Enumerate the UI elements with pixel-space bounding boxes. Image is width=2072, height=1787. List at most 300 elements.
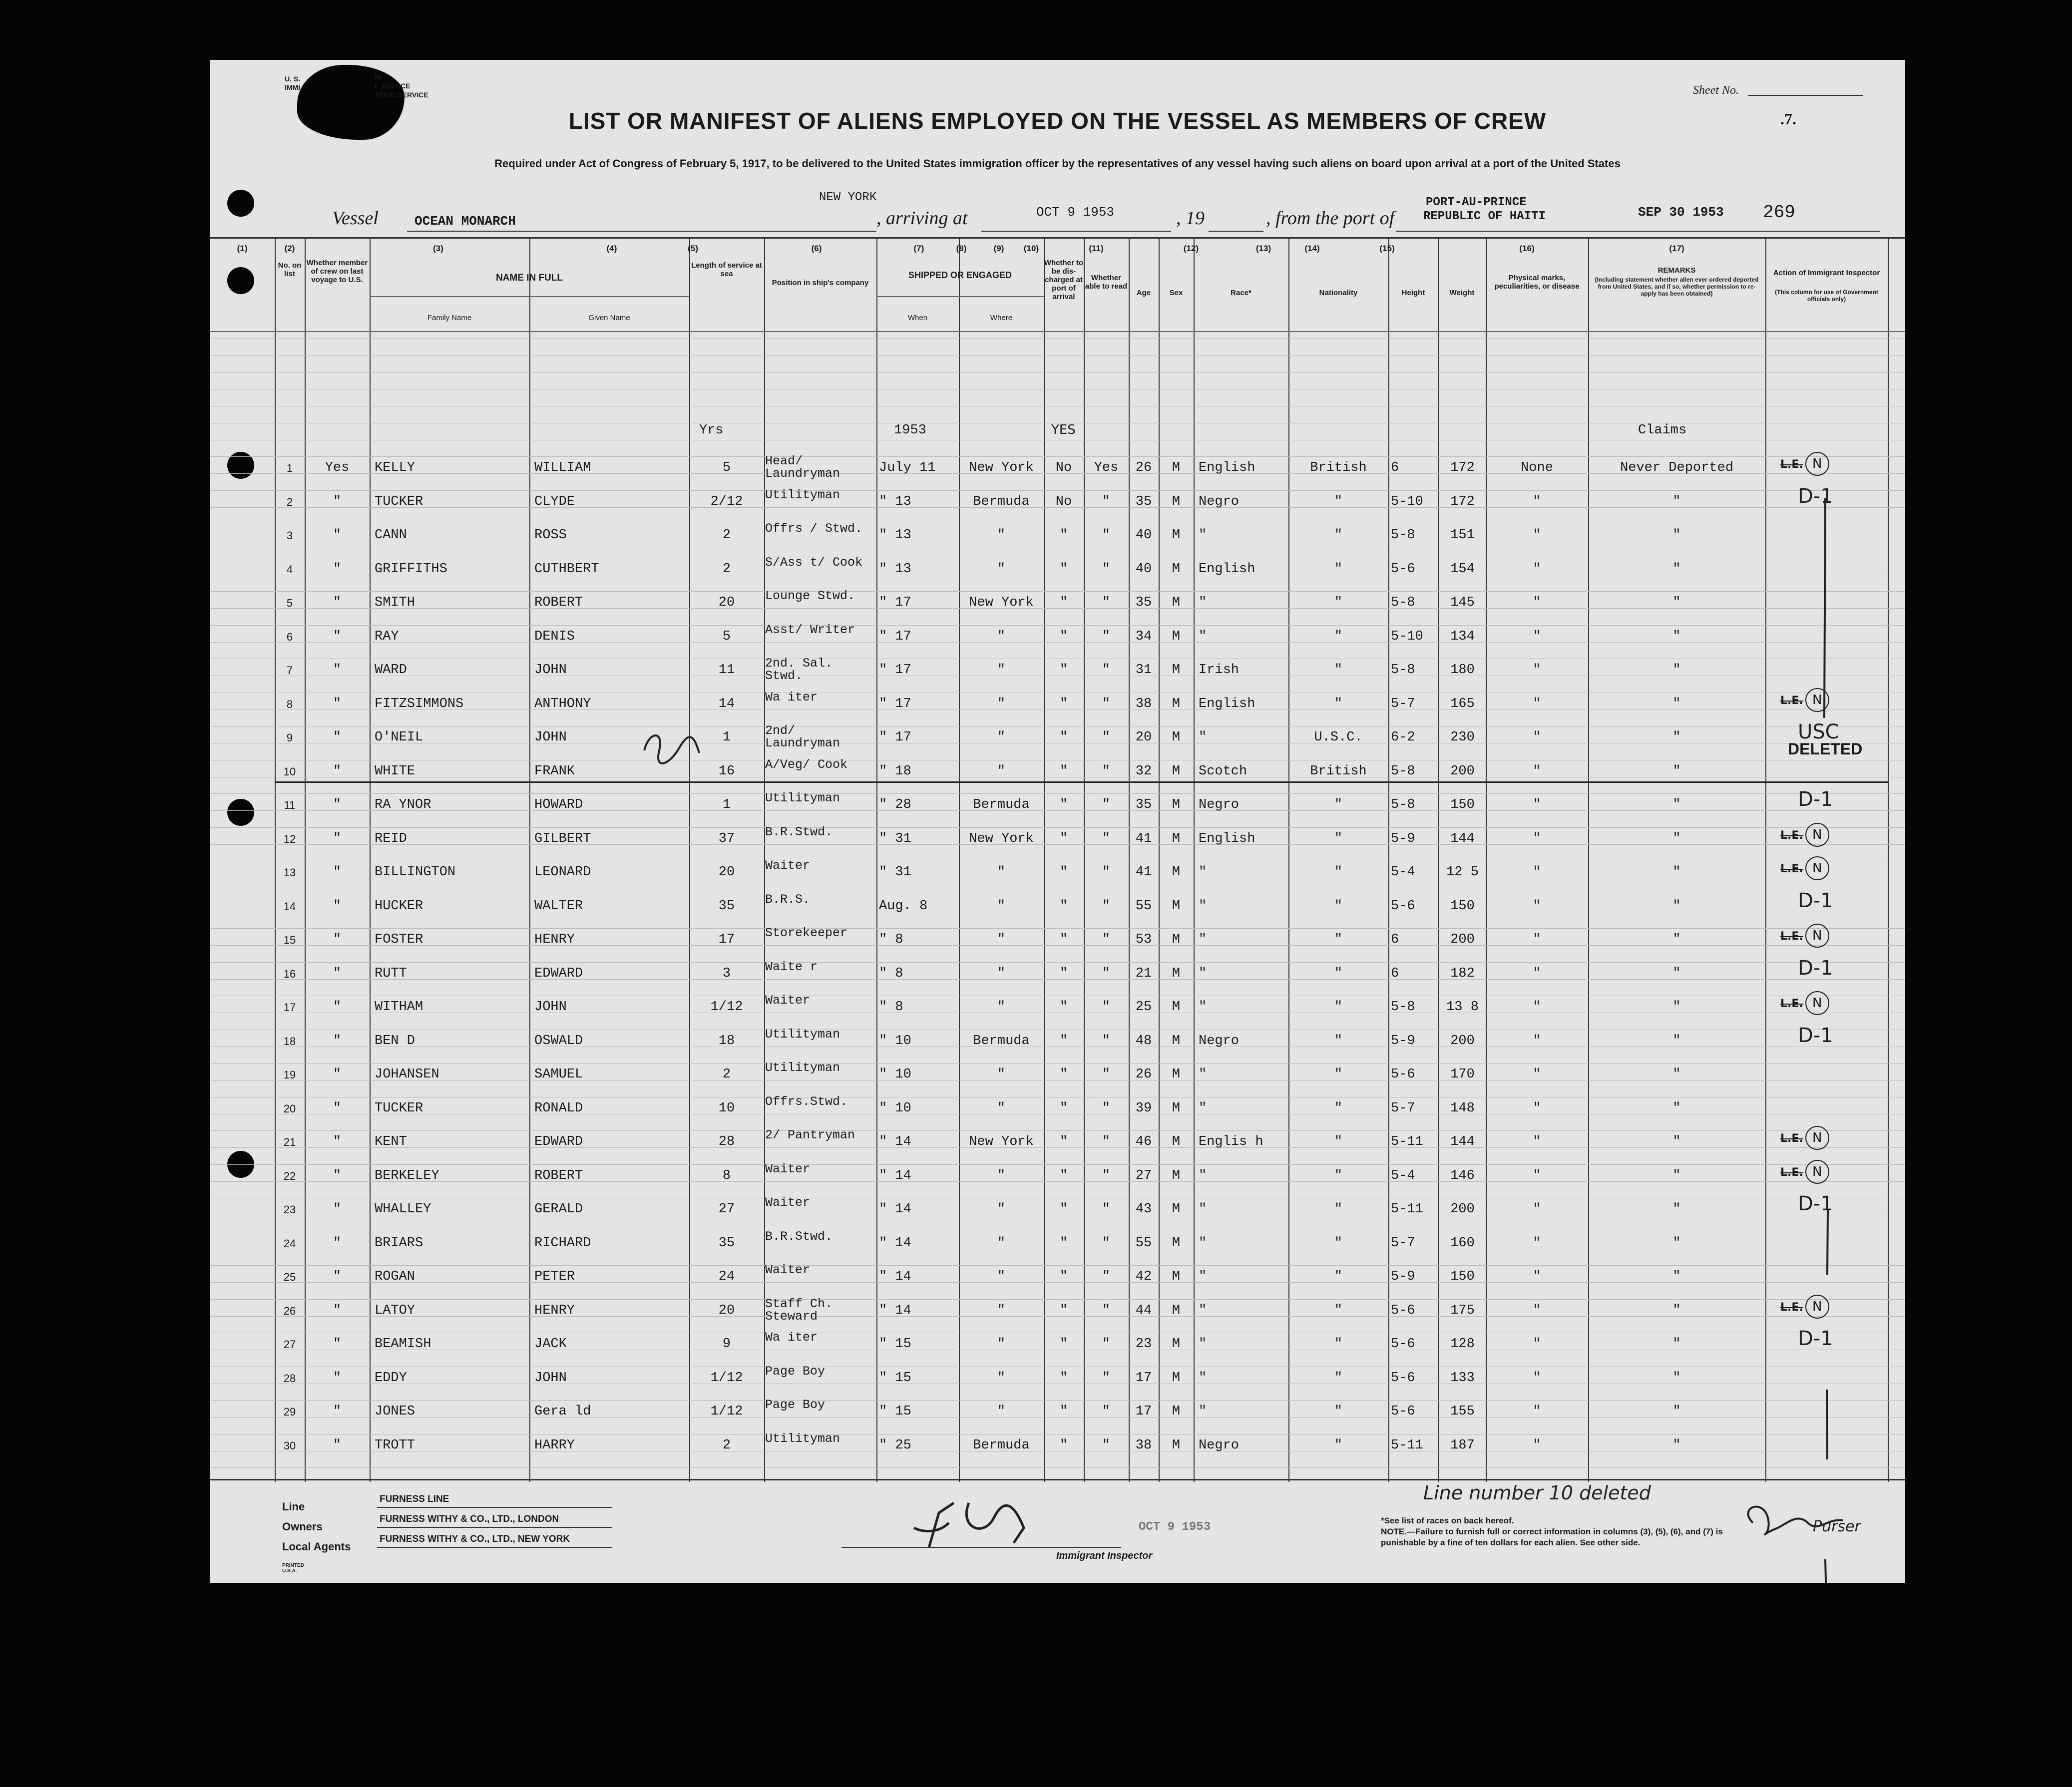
cell-when: " 17 [879, 663, 911, 678]
cell-member: " [333, 696, 342, 712]
cell-where: " [997, 1000, 1006, 1015]
cell-position: B.R.Stwd. [765, 824, 833, 839]
cell-given: ROSS [534, 528, 567, 543]
cell-age: 20 [1135, 730, 1152, 745]
cell-disch: No [1055, 460, 1072, 475]
cell-height: 5-9 [1391, 1269, 1415, 1284]
action-stamp: L.E. N [1780, 856, 1829, 880]
cell-weight: 144 [1450, 1134, 1475, 1149]
vessel-label: Vessel [332, 208, 379, 229]
cell-weight: 180 [1450, 663, 1475, 678]
cell-family: RA YNOR [375, 797, 431, 812]
colnum-13: (13) [1255, 244, 1271, 253]
cell-member: " [333, 1033, 342, 1049]
hdr-age: Age [1136, 289, 1151, 297]
cell-where: " [997, 865, 1006, 880]
action-handwritten: D-1 [1798, 956, 1833, 980]
cell-weight: 200 [1450, 763, 1475, 779]
cell-age: 55 [1135, 898, 1152, 914]
cell-sex: M [1172, 1437, 1181, 1453]
cell-race: " [1199, 966, 1207, 981]
cell-given: HARRY [534, 1437, 575, 1453]
cell-disch: " [1059, 763, 1068, 779]
cell-member: " [333, 1067, 342, 1082]
cell-marks: " [1533, 1033, 1541, 1049]
cell-service: 1 [722, 730, 731, 745]
cell-race: " [1199, 1000, 1207, 1015]
cell-service: 5 [722, 460, 731, 475]
cell-family: JONES [375, 1404, 415, 1419]
cell-when: " 8 [879, 1000, 903, 1015]
cell-race: " [1199, 898, 1207, 914]
cell-height: 6 [1391, 966, 1399, 981]
cell-when: " 10 [879, 1100, 911, 1116]
cell-weight: 200 [1450, 1033, 1475, 1049]
cell-nationality: " [1334, 1000, 1343, 1015]
cell-member: " [333, 1269, 342, 1284]
cell-family: KENT [375, 1134, 407, 1149]
cell-position: Utilityman [765, 1431, 840, 1446]
cell-service: 1/12 [710, 1000, 743, 1015]
cell-given: WILLIAM [534, 460, 591, 475]
cell-weight: 145 [1450, 595, 1475, 610]
cell-member: " [333, 1370, 342, 1386]
cell-height: 5-10 [1391, 629, 1423, 644]
page-subtitle: Required under Act of Congress of February 5, 1917, to be delivered to the United States immigration officer by the representatives of any vessel having such aliens on board upon arrival at a port of the United States [494, 157, 1621, 170]
hdr-sex: Sex [1169, 289, 1183, 297]
cell-position: S/Ass t/ Cook [765, 555, 863, 570]
colnum-16: (16) [1519, 244, 1535, 253]
cell-read: " [1102, 1235, 1111, 1251]
cell-where: Bermuda [973, 797, 1030, 812]
cell-member: " [333, 865, 342, 880]
cell-position: Wa iter [765, 1330, 818, 1345]
cell-where: " [997, 1067, 1006, 1082]
cell-race: " [1199, 1235, 1207, 1251]
cell-marks: " [1533, 1168, 1541, 1183]
cell-weight: 160 [1450, 1235, 1475, 1251]
initials-scribble [639, 725, 704, 770]
cell-weight: 150 [1450, 797, 1475, 812]
when-year: 1953 [894, 423, 926, 438]
cell-read: " [1102, 561, 1111, 577]
cell-when: " 15 [879, 1370, 911, 1386]
cell-marks: " [1533, 1437, 1541, 1453]
cell-family: FITZSIMMONS [375, 696, 464, 712]
cell-family: GRIFFITHS [375, 561, 447, 577]
cell-when: " 13 [879, 561, 911, 577]
cell-sex: M [1172, 898, 1181, 914]
cell-sex: M [1172, 797, 1181, 812]
arriving-underline [981, 231, 1171, 232]
colnum-3: (3) [433, 244, 443, 253]
cell-where: " [997, 1303, 1006, 1318]
cell-nationality: " [1334, 1100, 1343, 1116]
cell-service: 9 [722, 1337, 731, 1352]
agency-line: U. S. [285, 75, 301, 83]
cell-disch: " [1059, 696, 1068, 712]
cell-marks: " [1533, 1067, 1541, 1082]
cell-height: 5-8 [1391, 763, 1415, 779]
cell-remarks: " [1672, 1437, 1681, 1453]
cell-family: EDDY [375, 1370, 407, 1386]
colnum-10: (10) [1023, 244, 1039, 253]
vessel-underline [407, 231, 876, 232]
cell-weight: 150 [1450, 898, 1475, 914]
cell-remarks: " [1672, 561, 1681, 577]
cell-where: " [997, 1370, 1006, 1386]
cell-where: " [997, 966, 1006, 981]
cell-age: 34 [1135, 629, 1152, 644]
cell-sex: M [1172, 494, 1181, 509]
cell-no: 25 [283, 1271, 296, 1283]
cell-marks: " [1533, 932, 1541, 947]
cell-race: " [1199, 1404, 1207, 1419]
cell-given: HOWARD [534, 797, 583, 812]
agency-line: ATION SERVICE [375, 91, 428, 99]
cell-no: 21 [283, 1136, 296, 1148]
cell-when: " 14 [879, 1269, 911, 1284]
cell-no: 9 [286, 731, 293, 744]
cell-read: " [1102, 1437, 1111, 1453]
cell-remarks: " [1672, 898, 1681, 914]
cell-position: Asst/ Writer [765, 622, 855, 637]
cell-race: English [1199, 460, 1255, 475]
cell-position: B.R.Stwd. [765, 1229, 833, 1244]
cell-weight: 172 [1450, 494, 1475, 509]
cell-given: RONALD [534, 1100, 583, 1116]
cell-disch: " [1059, 831, 1068, 846]
cell-no: 29 [283, 1406, 296, 1418]
cell-read: " [1102, 595, 1111, 610]
cell-given: FRANK [534, 763, 575, 779]
cell-service: 8 [722, 1168, 731, 1183]
colnum-12: (12) [1183, 244, 1199, 253]
cell-disch: " [1059, 966, 1068, 981]
cell-weight: 154 [1450, 561, 1475, 577]
cell-remarks: " [1672, 932, 1681, 947]
cell-service: 5 [722, 629, 731, 644]
cell-where: Bermuda [973, 494, 1030, 509]
cell-race: English [1199, 696, 1255, 712]
cell-read: " [1102, 696, 1111, 712]
cell-no: 11 [284, 799, 296, 811]
cell-marks: " [1533, 1337, 1541, 1352]
cell-marks: " [1533, 1370, 1541, 1386]
cell-height: 5-6 [1391, 561, 1415, 577]
colnum-5: (5) [688, 244, 698, 253]
cell-read: " [1102, 1370, 1111, 1386]
cell-height: 5-6 [1391, 1370, 1415, 1386]
cell-remarks: " [1672, 1134, 1681, 1149]
cell-height: 5-11 [1391, 1437, 1423, 1453]
cell-race: " [1199, 1269, 1207, 1284]
cell-given: WALTER [534, 898, 583, 914]
cell-position: Utilityman [765, 487, 840, 502]
cell-read: " [1102, 1100, 1111, 1116]
cell-given: JOHN [534, 730, 567, 745]
cell-family: HUCKER [375, 898, 423, 914]
cell-where: " [997, 1269, 1006, 1284]
cell-disch: " [1059, 1337, 1068, 1352]
cell-height: 5-6 [1391, 1303, 1415, 1318]
cell-weight: 12 5 [1446, 865, 1479, 880]
cell-no: 2 [286, 495, 293, 508]
cell-race: " [1199, 629, 1207, 644]
cell-when: " 14 [879, 1134, 911, 1149]
vessel-name: OCEAN MONARCH [414, 214, 516, 229]
cell-nationality: " [1334, 528, 1343, 543]
cell-member: " [333, 898, 342, 914]
cell-weight: 165 [1450, 696, 1475, 712]
cell-no: 15 [283, 934, 296, 946]
cell-read: " [1102, 494, 1111, 509]
cell-weight: 146 [1450, 1168, 1475, 1183]
cell-sex: M [1172, 865, 1181, 880]
cell-no: 13 [283, 866, 296, 879]
cell-marks: " [1533, 696, 1541, 712]
cell-no: 30 [283, 1439, 296, 1452]
cell-when: " 14 [879, 1303, 911, 1318]
arrival-date: OCT 9 1953 [1036, 205, 1115, 220]
cell-position: Staff Ch. Steward [765, 1296, 833, 1324]
cell-read: " [1102, 1000, 1111, 1015]
cell-member: " [333, 1202, 342, 1217]
cell-race: " [1199, 865, 1207, 880]
cell-nationality: " [1334, 1168, 1343, 1183]
cell-race: " [1199, 1303, 1207, 1318]
cell-race: Scotch [1199, 763, 1247, 779]
cell-marks: " [1533, 629, 1541, 644]
cell-height: 5-4 [1391, 865, 1415, 880]
cell-remarks: " [1672, 966, 1681, 981]
cell-marks: " [1533, 561, 1541, 577]
cell-remarks: " [1672, 1337, 1681, 1352]
cell-service: 27 [718, 1202, 735, 1217]
cell-nationality: " [1334, 831, 1343, 846]
inspector-signature [854, 1493, 1114, 1558]
cell-read: " [1102, 763, 1111, 779]
page-stamp: 269 [1763, 202, 1795, 223]
cell-service: 3 [722, 966, 731, 981]
cell-position: Offrs.Stwd. [765, 1094, 848, 1109]
cell-marks: " [1533, 797, 1541, 812]
crew-table [210, 237, 1905, 1480]
cell-family: TROTT [375, 1437, 415, 1453]
action-handwritten: D-1 [1798, 1192, 1833, 1215]
cell-member: " [333, 1404, 342, 1419]
action-stamp: L.E. N [1780, 1126, 1829, 1150]
cell-read: " [1102, 898, 1111, 914]
cell-no: 7 [286, 664, 293, 677]
cell-family: RAY [375, 629, 399, 644]
cell-no: 17 [283, 1001, 296, 1014]
cell-no: 24 [283, 1237, 296, 1250]
cell-race: Negro [1199, 797, 1240, 812]
cell-family: TUCKER [375, 1100, 423, 1116]
cell-race: Negro [1199, 1437, 1240, 1453]
row-10-strike [275, 781, 1888, 783]
cell-position: Waiter [765, 1263, 811, 1277]
cell-nationality: " [1334, 663, 1343, 678]
cell-race: Englis h [1199, 1134, 1263, 1149]
cell-read: " [1102, 1168, 1111, 1183]
cell-where: New York [969, 831, 1034, 846]
cell-position: Utilityman [765, 1027, 840, 1042]
cell-weight: 134 [1450, 629, 1475, 644]
cell-sex: M [1172, 696, 1181, 712]
cell-disch: " [1059, 663, 1068, 678]
cell-weight: 151 [1450, 528, 1475, 543]
deletion-note: Line number 10 deleted [1423, 1482, 1651, 1504]
cell-disch: " [1059, 1269, 1068, 1284]
cell-family: WHITE [375, 763, 415, 779]
cell-age: 26 [1135, 460, 1152, 475]
cell-weight: 230 [1450, 730, 1475, 745]
cell-given: EDWARD [534, 966, 583, 981]
cell-age: 48 [1135, 1033, 1152, 1049]
hdr-remarks: REMARKS [1658, 266, 1696, 275]
cell-member: " [333, 1437, 342, 1453]
cell-no: 27 [283, 1338, 296, 1351]
cell-remarks: " [1672, 1370, 1681, 1386]
cell-disch: " [1059, 797, 1068, 812]
races-note: *See list of races on back hereof. [1381, 1516, 1514, 1525]
cell-where: New York [969, 1134, 1034, 1149]
cell-service: 17 [718, 932, 735, 947]
cell-service: 2 [722, 528, 731, 543]
cell-weight: 133 [1450, 1370, 1475, 1386]
cell-no: 4 [286, 563, 293, 576]
cell-race: " [1199, 932, 1207, 947]
cell-disch: " [1059, 1437, 1068, 1453]
cell-height: 5-7 [1391, 1235, 1415, 1251]
cell-service: 24 [718, 1269, 735, 1284]
cell-nationality: " [1334, 1370, 1343, 1386]
cell-given: Gera ld [534, 1404, 591, 1419]
cell-nationality: " [1334, 1303, 1343, 1318]
cell-remarks: " [1672, 1269, 1681, 1284]
cell-remarks: " [1672, 730, 1681, 745]
cell-age: 44 [1135, 1303, 1152, 1318]
cell-position: Waiter [765, 1161, 811, 1176]
cell-given: PETER [534, 1269, 575, 1284]
cell-family: RUTT [375, 966, 407, 981]
action-column-marks [1765, 438, 1888, 1583]
cell-height: 5-8 [1391, 663, 1415, 678]
cell-weight: 187 [1450, 1437, 1475, 1453]
colnum-4: (4) [606, 244, 617, 253]
cell-read: " [1102, 932, 1111, 947]
cell-no: 23 [283, 1203, 296, 1216]
cell-service: 35 [718, 898, 735, 914]
cell-read: " [1102, 1033, 1111, 1049]
cell-remarks: " [1672, 1303, 1681, 1318]
cell-no: 16 [283, 967, 296, 980]
cell-given: GILBERT [534, 831, 591, 846]
from-label: , from the port of [1266, 208, 1395, 229]
cell-nationality: " [1334, 898, 1343, 914]
hdr-race: Race* [1231, 289, 1251, 297]
cell-weight: 200 [1450, 1202, 1475, 1217]
cell-member: " [333, 528, 342, 543]
cell-age: 40 [1135, 561, 1152, 577]
cell-read: " [1102, 1337, 1111, 1352]
cell-given: OSWALD [534, 1033, 583, 1049]
cell-service: 14 [718, 696, 735, 712]
hdr-discharged: Whether to be dis-charged at port of arrival [1044, 259, 1084, 301]
hdr-physical-marks: Physical marks, peculiarities, or disease [1494, 274, 1580, 291]
cell-no: 6 [286, 630, 293, 643]
cell-read: " [1102, 1067, 1111, 1082]
cell-remarks: " [1672, 696, 1681, 712]
cell-height: 5-8 [1391, 595, 1415, 610]
cell-disch: " [1059, 1100, 1068, 1116]
punch-hole [227, 190, 254, 217]
cell-nationality: " [1334, 1235, 1343, 1251]
cell-member: " [333, 663, 342, 678]
cell-remarks: Never Deported [1620, 460, 1733, 475]
cell-read: " [1102, 528, 1111, 543]
cell-disch: " [1059, 1202, 1068, 1217]
cell-race: Negro [1199, 494, 1240, 509]
cell-given: GERALD [534, 1202, 583, 1217]
cell-sex: M [1172, 663, 1181, 678]
cell-height: 5-6 [1391, 1337, 1415, 1352]
colnum-14: (14) [1304, 244, 1320, 253]
cell-service: 10 [718, 1100, 735, 1116]
cell-age: 35 [1135, 494, 1152, 509]
cell-height: 6 [1391, 460, 1399, 475]
cell-when: " 15 [879, 1404, 911, 1419]
cell-age: 25 [1135, 1000, 1152, 1015]
hdr-shipped-engaged: SHIPPED OR ENGAGED [908, 270, 1012, 280]
colnum-1: (1) [237, 244, 248, 253]
cell-sex: M [1172, 561, 1181, 577]
cell-race: English [1199, 831, 1255, 846]
arriving-port: NEW YORK [819, 191, 877, 204]
cell-nationality: " [1334, 932, 1343, 947]
cell-no: 14 [283, 900, 296, 913]
cell-remarks: " [1672, 831, 1681, 846]
cell-remarks: " [1672, 1202, 1681, 1217]
cell-marks: " [1533, 730, 1541, 745]
hdr-position: Position in ship's company [772, 279, 869, 287]
footer-line-value: FURNESS LINE [380, 1494, 449, 1504]
footer-line-label: Line [282, 1500, 305, 1513]
cell-height: 5-10 [1391, 494, 1423, 509]
departure-date: SEP 30 1953 [1638, 205, 1724, 220]
cell-race: " [1199, 1337, 1207, 1352]
cell-service: 16 [718, 763, 735, 779]
service-unit: Yrs [699, 423, 724, 438]
cell-given: JOHN [534, 1370, 567, 1386]
cell-age: 35 [1135, 595, 1152, 610]
cell-service: 2 [722, 561, 731, 577]
hdr-given-name: Given Name [588, 314, 630, 322]
action-stamp: L.E. N [1780, 452, 1829, 476]
colnum-15: (15) [1379, 244, 1395, 253]
cell-given: JOHN [534, 1000, 567, 1015]
cell-sex: M [1172, 460, 1181, 475]
cell-sex: M [1172, 1235, 1181, 1251]
cell-weight: 172 [1450, 460, 1475, 475]
cell-given: JOHN [534, 663, 567, 678]
cell-weight: 144 [1450, 831, 1475, 846]
cell-member: " [333, 494, 342, 509]
cell-marks: " [1533, 898, 1541, 914]
cell-age: 43 [1135, 1202, 1152, 1217]
